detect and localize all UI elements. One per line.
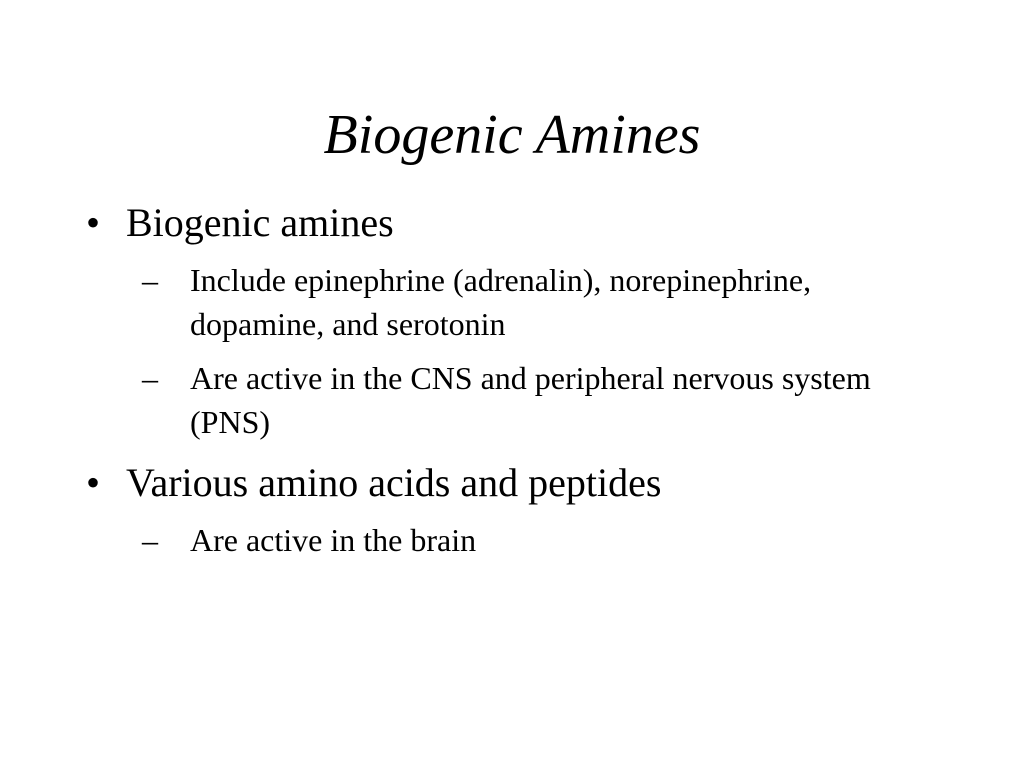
bullet-marker: • xyxy=(86,460,101,505)
bullet-item xyxy=(86,198,986,444)
bullet-text: Biogenic amines xyxy=(126,200,394,245)
sub-bullet-text: Are active in the CNS and peripheral nervous system (PNS) xyxy=(190,360,871,440)
sub-bullet-item xyxy=(142,258,986,346)
slide-title: Biogenic Amines xyxy=(323,104,701,166)
sub-bullet-item xyxy=(142,518,986,562)
sub-bullet-text: Include epinephrine (adrenalin), norepinephrine, dopamine, and serotonin xyxy=(190,262,812,342)
sub-bullet-text: Are active in the brain xyxy=(190,522,477,558)
sub-bullet-list xyxy=(142,258,986,444)
sub-bullet-marker: – xyxy=(142,522,158,558)
sub-bullet-list xyxy=(142,518,986,562)
sub-bullet-marker: – xyxy=(142,360,158,396)
sub-bullet-item xyxy=(142,356,986,444)
sub-bullet-marker: – xyxy=(142,262,158,298)
bullet-text: Various amino acids and peptides xyxy=(126,460,662,505)
bullet-item xyxy=(86,458,986,562)
bullet-row xyxy=(86,198,986,248)
bullet-row xyxy=(86,458,986,508)
bullet-marker: • xyxy=(86,200,101,245)
bullet-list xyxy=(86,198,986,576)
